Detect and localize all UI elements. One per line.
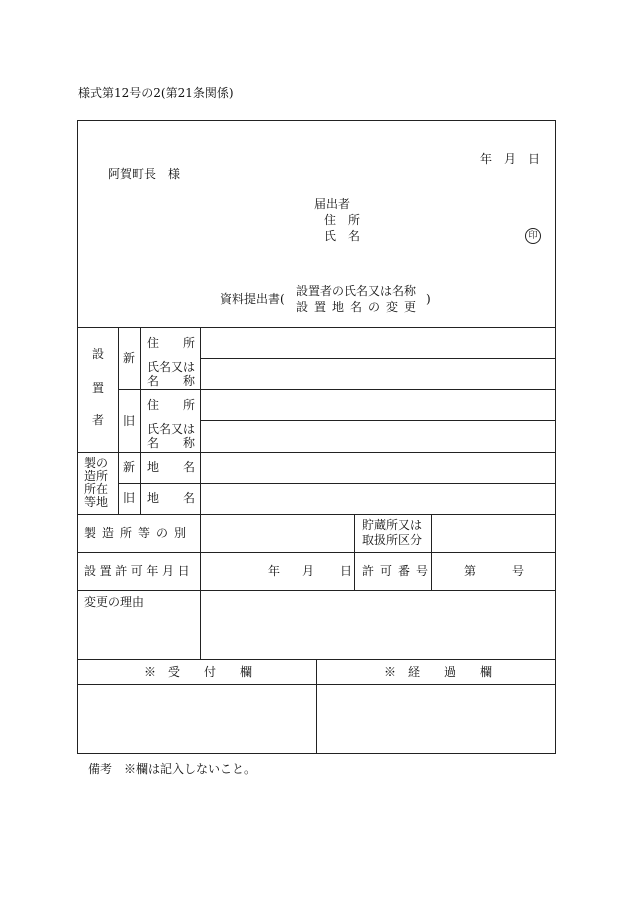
applicant-name-label: 氏 名 <box>324 229 361 243</box>
remarks-note: 備考 ※欄は記入しないこと。 <box>88 762 257 776</box>
doc-title-suffix: ) <box>426 292 431 306</box>
seal-mark: 印 <box>525 228 541 244</box>
installer-label-1: 設 <box>92 347 105 361</box>
doc-title-prefix: 資料提出書( <box>220 292 285 306</box>
submission-form <box>77 120 556 754</box>
old-label-location: 旧 <box>123 491 136 505</box>
new-name-label-1: 氏名又は <box>147 360 196 374</box>
applicant-address-label: 住 所 <box>324 213 361 227</box>
doc-title-line2: 設置地名の変更 <box>296 300 423 314</box>
old-name-label-2: 名 称 <box>147 436 196 450</box>
doc-title-line1: 設置者の氏名又は名称 <box>296 284 417 298</box>
permit-date-year: 年 <box>268 564 281 578</box>
form-title: 様式第12号の2(第21条関係) <box>78 86 234 100</box>
old-name-label-1: 氏名又は <box>147 422 196 436</box>
installer-label-3: 者 <box>92 413 105 427</box>
reception-label: ※ 受 付 欄 <box>144 665 253 679</box>
storage-label-2: 取扱所区分 <box>362 533 423 547</box>
permit-no-suffix: 号 <box>512 564 525 578</box>
facility-type-label: 製造所等の別 <box>84 526 193 540</box>
storage-label-1: 貯蔵所又は <box>362 518 423 532</box>
progress-label: ※ 経 過 欄 <box>384 665 493 679</box>
permit-date-label: 設置許可年月日 <box>84 564 194 578</box>
installer-label-2: 置 <box>92 381 105 395</box>
permit-date-day: 日 <box>340 564 353 578</box>
date-year-label: 年 <box>480 152 493 166</box>
progress-area <box>317 685 555 753</box>
old-place-label: 地 名 <box>147 491 196 505</box>
new-name-label-2: 名 称 <box>147 374 196 388</box>
reception-area <box>78 685 316 753</box>
date-month-label: 月 <box>504 152 517 166</box>
location-label-1: 製の <box>84 456 109 470</box>
applicant-heading: 届出者 <box>314 197 351 211</box>
new-address-label: 住 所 <box>147 336 196 350</box>
permit-no-label: 許可番号 <box>362 564 435 578</box>
reason-label: 変更の理由 <box>84 595 145 609</box>
old-label-installer: 旧 <box>123 414 136 428</box>
location-label-2: 造所 <box>84 469 109 483</box>
new-place-label: 地 名 <box>147 460 196 474</box>
location-label-4: 等地 <box>84 495 109 509</box>
permit-no-prefix: 第 <box>464 564 477 578</box>
addressee: 阿賀町長 様 <box>108 167 181 181</box>
location-label-3: 所在 <box>84 482 109 496</box>
old-address-label: 住 所 <box>147 398 196 412</box>
date-day-label: 日 <box>528 152 541 166</box>
new-label-location: 新 <box>123 460 136 474</box>
permit-date-month: 月 <box>302 564 315 578</box>
new-label-installer: 新 <box>123 351 136 365</box>
